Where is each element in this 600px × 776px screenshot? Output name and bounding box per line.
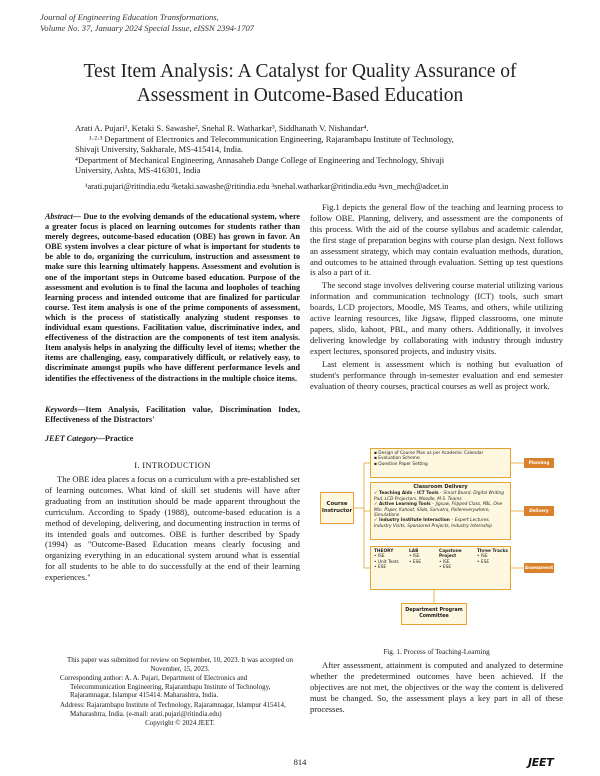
journal-volume: Volume No. 37, January 2024 Special Issue, eISSN 2394-1707: [40, 23, 255, 33]
assessment-theory: THEORY • ISE • Unit Tests • ESE: [374, 549, 399, 571]
assessment-tracks: Three Tracks • ISE • ESE: [477, 549, 508, 565]
affiliation-1: ¹·²·³ Department of Electronics and Telecommunication Engineering, Rajarambapu Institute of Technology,: [89, 133, 454, 144]
footnote: [60, 656, 300, 729]
delivery-tag: Delivery: [524, 506, 554, 516]
author-block: [75, 123, 565, 176]
journal-header: [40, 12, 254, 34]
assessment-lab: LAB • ISE • ESE: [409, 549, 422, 565]
planning-item: ▪ Evaluation Scheme: [374, 456, 420, 462]
footnote-submission: This paper was submitted for review on September, 10, 2023. It was accepted on November, 15, 2023.: [67, 656, 293, 673]
journal-name: Journal of Engineering Education Transformations,: [40, 12, 219, 22]
paragraph-delivery: The second stage involves delivering course material utilizing various information and communication technology (ICT) tools, such smart boards, LCD projectors, Moodle, MS Teams, and others, while utilizing active learning resources, like Jigsaw, flipped classrooms, one minute papers, slido, kahoot, PBL, and many others. Additionally, it involves delivering knowledge by collaborating with industry through industry expert lectures, sponsored projects, and industry visits.: [310, 280, 563, 356]
figure-caption: Fig. 1. Process of Teaching-Learning: [383, 648, 490, 656]
course-instructor-box: Course Instructor: [320, 492, 354, 524]
keywords: [45, 405, 300, 425]
affiliation-1-cont: Shivaji University, Sakharale, MS-415414, India.: [75, 144, 244, 155]
abstract: [45, 212, 300, 384]
footnote-copyright: Copyright © 2024 JEET.: [145, 719, 215, 728]
planning-item: ▪ Question Paper Setting: [374, 461, 428, 467]
category-text: —Practice: [96, 434, 134, 443]
introduction-paragraph: The OBE idea places a focus on a curriculum with a pre-established set of learning outcomes. What kind of skill set students will have after graduating from an institution should be made apparent throughout the curriculum. According to Spady (1988), outcome-based education is a method of developing, delivering, and documenting instruction in terms of its intended goals and outcomes. OBE is further described by Spady (1994) as "Outcome-Based Education means clearly focusing and organizing everything in an educational system around what is essential for all students to be able to do successfully at the end of their learning experiences.": [45, 474, 300, 583]
delivery-box: [370, 482, 511, 540]
footnote-address: Address: Rajarambapu Institute of Technology, Rajaramnagar, Islampur 415414, Maharashtra, India. (e-mail: arati.pujari@ritindia.edu): [60, 700, 286, 718]
paragraph-fig-overview: Fig.1 depicts the general flow of the teaching and learning process to follow OBE. Planning, delivery, and assessment are the components of this process. With the aid of the course syllabus and academic calendar, the first stage of preparation begins with course plan design. Next follows an assessment strategy, which may contain evaluation methods, duration, and outcomes to be attained through evaluation. Setting up test questions is also a part of it.: [310, 202, 563, 278]
department-program-committee-box: Department Program Committee: [401, 603, 467, 625]
planning-item: ▪ Design of Course Plan as per Academic Calendar: [374, 451, 484, 456]
abstract-label: Abstract—: [45, 212, 81, 221]
author-names: Arati A. Pujari¹, Ketaki S. Sawashe², Snehal R. Watharkar³, Siddhanath V. Nishandar⁴.: [75, 123, 369, 133]
planning-tag: Planning: [524, 458, 554, 468]
right-column-bottom: [310, 660, 563, 717]
affiliation-2-cont: University, Ashta, MS-416301, India: [75, 165, 201, 176]
paragraph-assessment: Last element is assessment which is nothing but evaluation of student's performance through in-semester evaluation and end semester evaluation of theory courses, practical courses as well as project work.: [310, 358, 563, 391]
assessment-tag: Assessment: [524, 563, 554, 573]
paper-title: Test Item Analysis: A Catalyst for Quality Assurance of Assessment in Outcome-Based Education: [83, 61, 517, 106]
delivery-heading: Classroom Delivery: [413, 484, 468, 490]
section-heading-introduction: I. INTRODUCTION: [134, 460, 211, 470]
delivery-item: ✓ Industry Institute Interaction – Expert Lectures, Industry Visits, Sponsored Projects, Industry Internship: [374, 518, 493, 529]
assessment-box: [370, 546, 511, 590]
keywords-text: —Item Analysis, Facilitation value, Discrimination Index, Effectiveness of the Distractors': [45, 405, 300, 425]
assessment-capstone: Capstone Project • ISE • ESE: [439, 549, 462, 571]
jeet-category: [45, 434, 300, 445]
author-emails: ¹arati.pujari@ritindia.edu ²ketaki.sawashe@ritindia.edu ³snehal.watharkar@ritindia.edu ⁴svn_mech@adcet.in: [85, 182, 449, 191]
planning-box: [370, 448, 511, 478]
affiliation-2: ⁴Department of Mechanical Engineering, Annasaheb Dange College of Engineering and Technology, Shivaji: [75, 154, 445, 165]
keywords-label: Keywords: [45, 405, 78, 414]
page-number: 814: [293, 757, 307, 767]
delivery-item: ✓ Teaching Aids - ICT Tools – Smart Board, Digital Writing Pad, LCD Projectors, Moodle, M.S. Teams: [374, 491, 504, 502]
footnote-corresponding: Corresponding author: A. A. Pujari, Department of Electronics and Telecommunication Engineering, Rajarambapu Institute of Technology, Rajaramnagar, Islampur 415414. Maharashtra, India.: [60, 674, 271, 700]
figure-teaching-learning-process: [318, 448, 558, 638]
delivery-item: ✓ Active Learning Tools – Jigsaw, Flipped Class, PBL, One Min. Paper, Kahoot, Slido, Sarvatra, Pollereverywhere, Simulations: [374, 502, 503, 519]
jeet-logo: JEET: [528, 756, 554, 769]
paragraph-attainment: After assessment, attainment is computed and analyzed to determine whether the predetermined outcomes have been achieved. If the objectives are not met, the objectives or the way the content is delivered must be changed. So, the assessment plays a key part in all of these processes.: [310, 660, 563, 714]
right-column-top: [310, 202, 563, 393]
category-label: JEET Category: [45, 434, 97, 443]
abstract-text: Due to the evolving demands of the educational system, where a greater focus is placed on learning outcomes for students rather than merely degrees, outcome-based education (OBE) has grown in favor. An OBE system involves a clear picture of what is important for students to be able to do, organizing the curriculum, instruction and assessment to make sure this learning ultimately happens. Assessment and evolution is one of the important steps in Outcome based education. Purpose of the assessment and evolution is to final the lacuna and loopholes of teaching learning process and intended outcome that are finalized for particular course. Test item analysis is one of the prime components of assessment, which is the process of statistically analyzing student responses to individual exam questions. Facilitation value, discriminative index, and effectiveness of the distraction are the components of test item analysis. Item analysis helps in analyzing the difficulty level of items; whether the items are challenging, easy, comparatively difficult, or relatively easy, to discriminate amongst pupils who have different performance levels and identifies the effectiveness of the distractions in the multiple choice items.: [45, 212, 300, 383]
